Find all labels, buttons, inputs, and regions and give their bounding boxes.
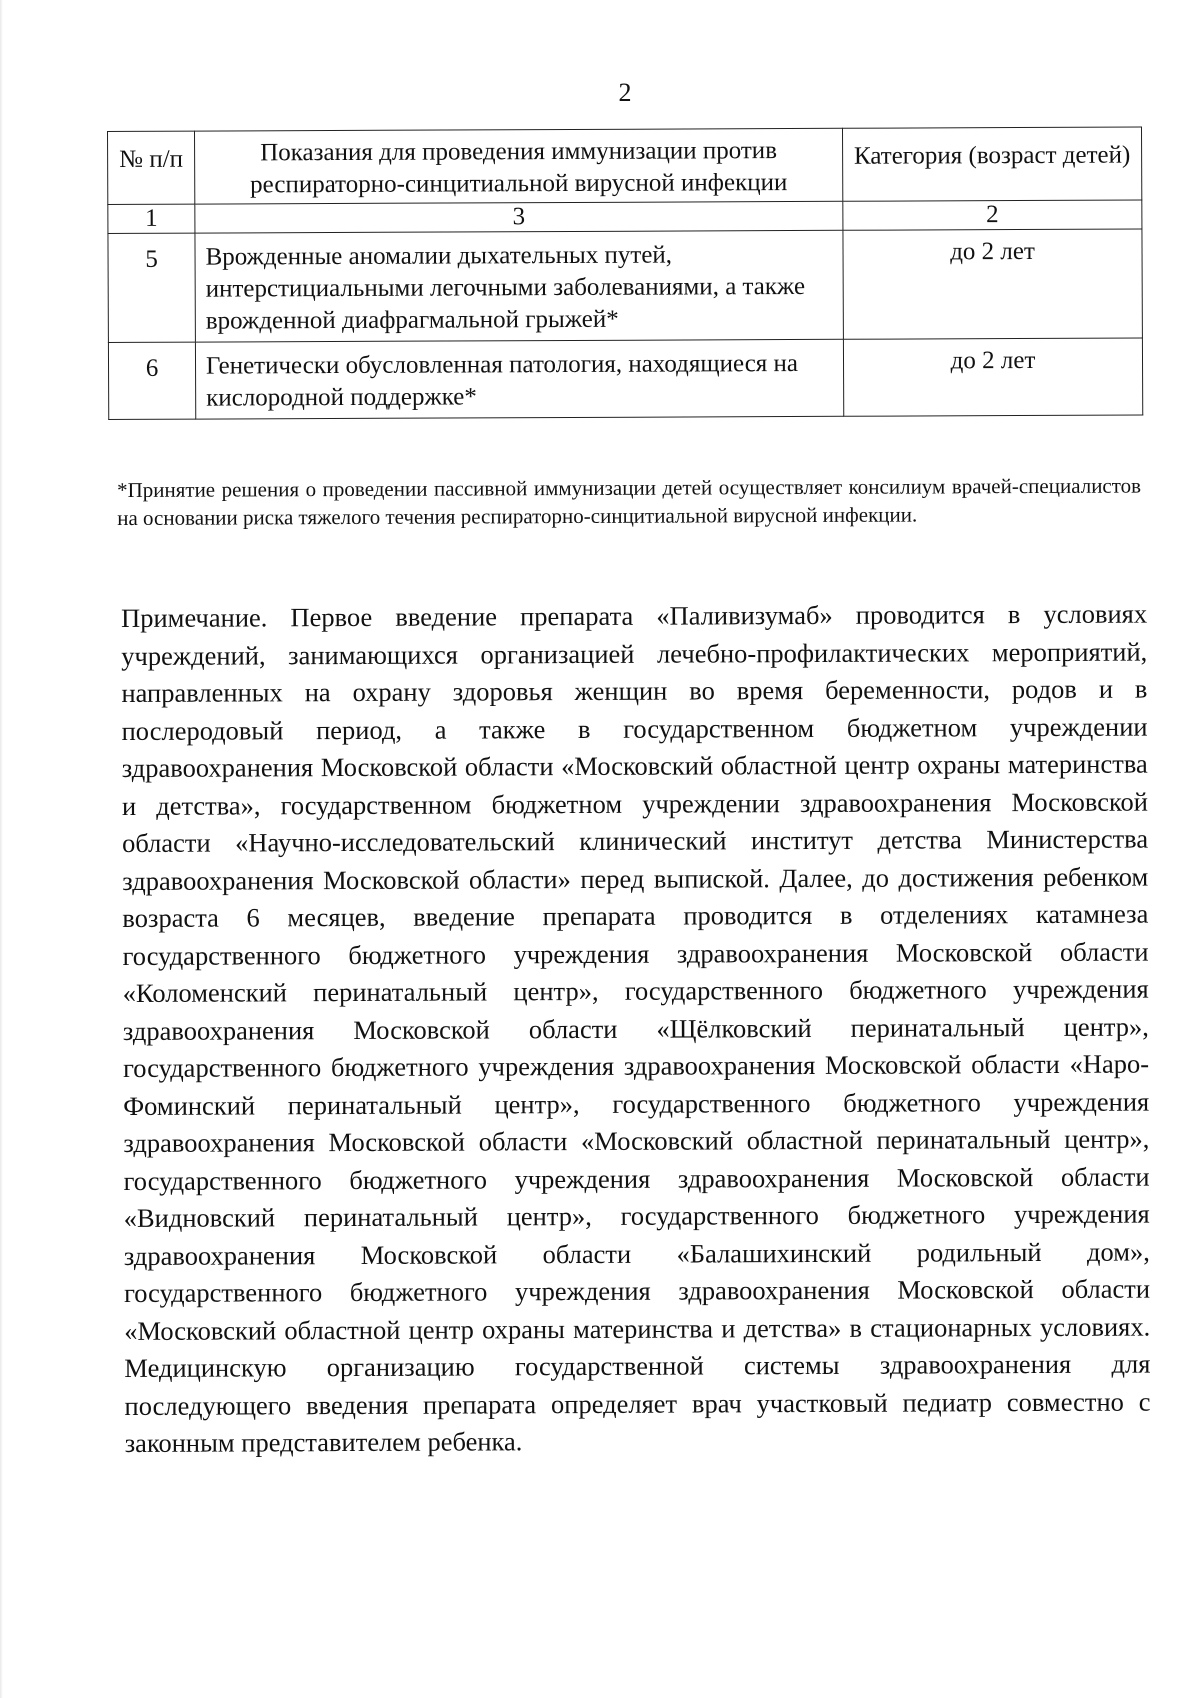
table-row xyxy=(108,229,1142,343)
column-index-row xyxy=(108,200,1142,234)
table-row xyxy=(108,338,1142,420)
header-indications: Показания для проведения иммунизации против респираторно-синцитиальной вирусной инфекции xyxy=(195,128,843,204)
scan-edge-shadow xyxy=(0,0,3,1698)
header-category: Категория (возраст детей) xyxy=(842,127,1141,201)
note-paragraph: Примечание. Первое введение препарата «Паливизумаб» проводится в условиях учреждений, занимающихся организацией лечебно-профилактических мероприятий, направленных на охрану здоровья женщин во время беременности, родов и в послеродовый период, а также в государственном бюджетном учреждении здравоохранения Московской области «Московский областной центр охраны материнства и детства», государственном бюджетном учреждении здравоохранения Московской области «Научно-исследовательский клинический институт детства Министерства здравоохранения Московской области» перед выпиской. Далее, до достижения ребенком возраста 6 месяцев, введение препарата проводится в отделениях катамнеза государственного бюджетного учреждения здравоохранения Московской области «Коломенский перинатальный центр», государственного бюджетного учреждения здравоохранения Московской области «Щёлковский перинатальный центр», государственного бюджетного учреждения здравоохранения Московской области «Наро-Фоминский перинатальный центр», государственного бюджетного учреждения здравоохранения Московской области «Московский областной перинатальный центр», государственного бюджетного учреждения здравоохранения Московской области «Видновский перинатальный центр», государственного бюджетного учреждения здравоохранения Московской области «Балашихинский родильный дом», государственного бюджетного учреждения здравоохранения Московской области «Московский областной центр охраны материнства и детства» в стационарных условиях. Медицинскую организацию государственной системы здравоохранения для последующего введения препарата определяет врач участковый педиатр совместно с законным представителем ребенка. xyxy=(121,598,1151,1458)
column-index-category: 2 xyxy=(843,200,1142,230)
column-index-indications: 3 xyxy=(195,201,843,233)
row-number: 5 xyxy=(108,233,195,342)
footnote: *Принятие решения о проведении пассивной иммунизации детей осуществляет консилиум врачей-специалистов на основании риска тяжелого течения респираторно-синцитиальной вирусной инфекции. xyxy=(117,473,1142,530)
table-header-row xyxy=(108,127,1142,205)
row-category: до 2 лет xyxy=(843,229,1142,339)
column-index-number: 1 xyxy=(108,204,195,233)
page-number: 2 xyxy=(618,78,632,107)
row-indication: Генетически обусловленная патология, находящиеся на кислородной поддержке* xyxy=(195,339,843,419)
row-category: до 2 лет xyxy=(843,338,1142,416)
header-number: № п/п xyxy=(108,131,195,204)
row-indication: Врожденные аномалии дыхательных путей, интерстициальными легочными заболеваниями, а также врожденной диафрагмальной грыжей* xyxy=(195,230,843,342)
row-number: 6 xyxy=(108,342,195,419)
indications-table xyxy=(107,126,1143,420)
